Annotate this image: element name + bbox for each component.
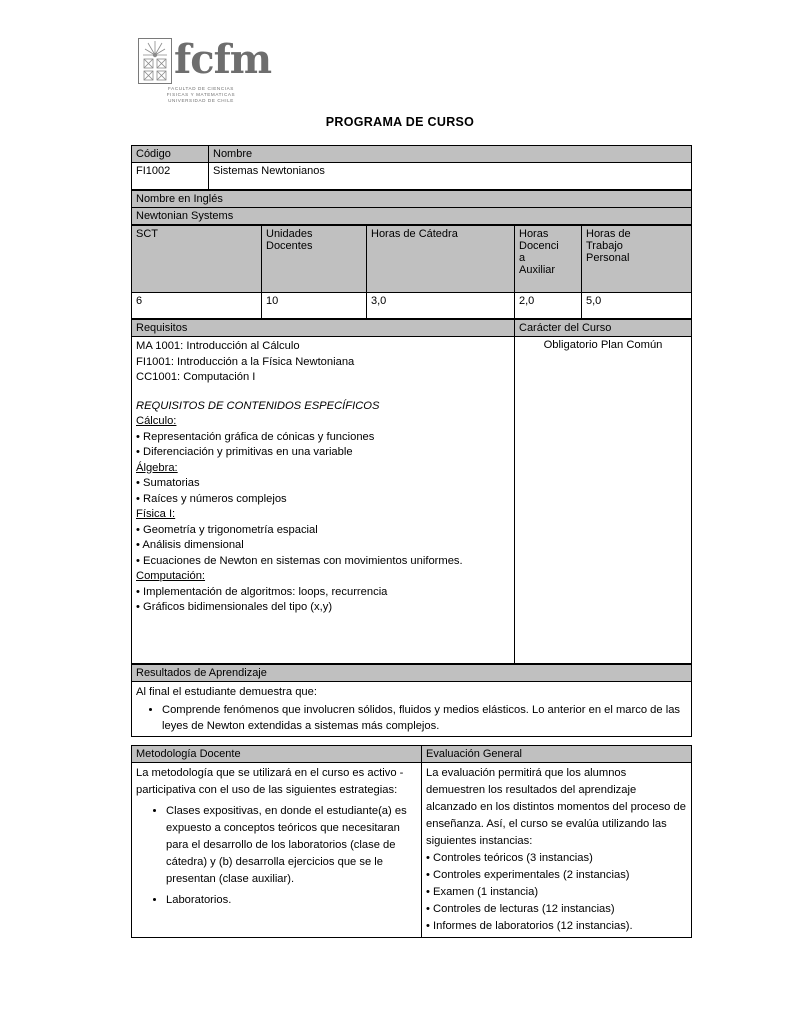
requisitos-group-title-calculo: Cálculo: [136,415,177,427]
hours-table [131,225,692,319]
table-row [132,665,692,682]
table-row [132,682,692,737]
codigo-value: FI1002 [132,163,209,190]
hours-value-unidades: 10 [262,293,367,319]
hours-header-auxiliar-l2: Docenci [519,240,559,252]
evaluacion-item-2: • Controles experimentales (2 instancias) [426,869,630,881]
logo-mark-icon [138,38,172,84]
hours-value-catedra: 3,0 [367,293,515,319]
hours-header-auxiliar-l4: Auxiliar [519,264,556,276]
hours-header-auxiliar [515,226,582,293]
requisitos-item-computacion-2: • Gráficos bidimensionales del tipo (x,y) [136,601,333,613]
page-title: PROGRAMA DE CURSO [325,115,475,129]
logo-subtitle [140,86,262,104]
list-item: • Clases expositivas, en donde el estudiante(a) es expuesto a conceptos teóricos que necesitaran para el desarrollo de los laboratorios (clase de cátedra) y (b) desarrolla ejercicios que se le presentan (clase auxiliar). [166,803,417,888]
hours-header-auxiliar-l1: Horas [519,228,549,240]
evaluacion-body [422,763,692,938]
requisitos-group-title-algebra: Álgebra: [136,461,178,474]
evaluacion-item-5: • Informes de laboratorios (12 instancias). [426,920,633,932]
requisitos-item-algebra-1: • Sumatorias [136,477,200,489]
table-row [132,293,692,319]
table-row [132,746,692,763]
metodologia-evaluacion-table [131,745,692,938]
nombre-ingles-value: Newtonian Systems [132,208,692,225]
table-row [132,763,692,938]
table-row [132,191,692,208]
requisitos-item-fisica-2: • Análisis dimensional [136,539,244,551]
metodologia-list [136,803,417,909]
evaluacion-item-1: • Controles teóricos (3 instancias) [426,852,593,864]
hours-value-personal: 5,0 [582,293,692,319]
resultados-body [132,682,692,737]
logo-subtitle-line-2: FISICAS Y MATEMATICAS [166,92,236,97]
hours-header-personal-l3: Personal [586,252,630,264]
evaluacion-item-4: • Controles de lecturas (12 instancias) [426,903,615,915]
hours-header-personal-l1: Horas de [586,228,631,240]
codigo-header: Código [132,146,209,163]
english-name-table [131,190,692,225]
logo-subtitle-line-1: FACULTAD DE CIENCIAS [168,86,234,91]
requisito-line-3: CC1001: Computación I [136,371,256,383]
hours-header-catedra: Horas de Cátedra [367,226,515,293]
requisitos-table [131,319,692,664]
evaluacion-header: Evaluación General [422,746,692,763]
program-tables [131,145,691,938]
hours-header-personal-l2: Trabajo [586,240,623,252]
caracter-body [515,337,692,664]
evaluacion-item-3: • Examen (1 instancia) [426,886,539,898]
nombre-value: Sistemas Newtonianos [209,163,692,190]
requisito-line-2: FI1001: Introducción a la Física Newtoniana [136,355,355,368]
hours-header-unidades [262,226,367,293]
resultados-list [136,702,687,734]
requisitos-group-title-fisica: Física I: [136,508,176,520]
resultados-intro: Al final el estudiante demuestra que: [136,686,317,698]
table-row [132,208,692,225]
course-identity-table [131,145,692,190]
logo-subtitle-line-3: UNIVERSIDAD DE CHILE [168,98,234,103]
requisitos-item-calculo-2: • Diferenciación y primitivas en una variable [136,446,353,458]
hours-header-unidades-l2: Docentes [266,240,313,252]
requisitos-body [132,337,515,664]
requisitos-item-fisica-1: • Geometría y trigonometría espacial [136,523,318,536]
table-row [132,320,692,337]
requisitos-item-fisica-3: • Ecuaciones de Newton en sistemas con movimientos uniformes. [136,554,463,567]
resultados-table [131,664,692,737]
hours-header-sct: SCT [132,226,262,293]
requisito-line-1: MA 1001: Introducción al Cálculo [136,340,300,352]
table-row [132,146,692,163]
hours-header-unidades-l1: Unidades [266,228,313,240]
table-row [132,163,692,190]
requisitos-header: Requisitos [132,320,515,337]
table-row [132,226,692,293]
requisitos-item-algebra-2: • Raíces y números complejos [136,492,287,505]
hours-header-auxiliar-l3: a [519,252,526,264]
caracter-value: Obligatorio Plan Común [543,339,663,351]
list-item: • Laboratorios. [166,892,417,909]
metodologia-intro: La metodología que se utilizará en el curso es activo - participativa con el uso de las siguientes estrategias: [136,767,404,796]
metodologia-header: Metodología Docente [132,746,422,763]
resultados-header: Resultados de Aprendizaje [132,665,692,682]
logo-wordmark: fcfm [174,36,272,83]
table-row [132,337,692,664]
hours-value-sct: 6 [132,293,262,319]
evaluacion-intro: La evaluación permitirá que los alumnos demuestren los resultados del aprendizaje alcanzado en los distintos momentos del proceso de enseñanza. Así, el curso se evalúa utilizando las siguientes instancias: [426,767,686,847]
hours-header-personal [582,226,692,293]
faculty-logo [138,36,272,108]
metodologia-body [132,763,422,938]
hours-value-auxiliar: 2,0 [515,293,582,319]
caracter-header: Carácter del Curso [515,320,692,337]
requisitos-group-title-computacion: Computación: [136,570,206,582]
requisitos-especificos-title: REQUISITOS DE CONTENIDOS ESPECÍFICOS [136,399,380,412]
list-item: • Comprende fenómenos que involucren sólidos, fluidos y medios elásticos. Lo anterior en el marco de las leyes de Newton extendidas a sistemas más complejos. [162,702,687,734]
requisitos-item-computacion-1: • Implementación de algoritmos: loops, recurrencia [136,585,388,598]
requisitos-item-calculo-1: • Representación gráfica de cónicas y funciones [136,430,375,443]
nombre-header: Nombre [209,146,692,163]
nombre-ingles-header: Nombre en Inglés [132,191,692,208]
